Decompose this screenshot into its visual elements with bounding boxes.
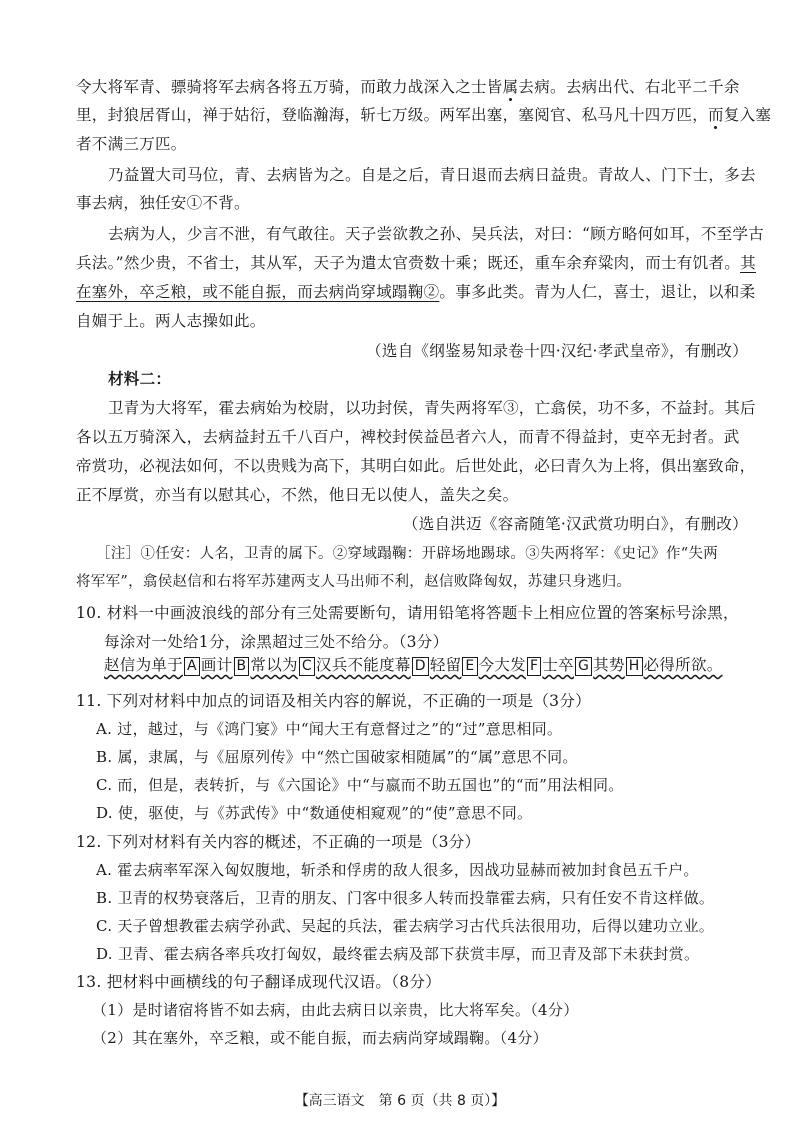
material1-line: 事去病，独任安①不背。 bbox=[76, 194, 250, 212]
material1-line bbox=[76, 104, 771, 126]
page-footer: 【高三语文 第 6 页（共 8 页）】 bbox=[294, 1093, 506, 1109]
material1-line: 自媚于上。两人志操如此。 bbox=[76, 312, 266, 330]
question-13-sentence-1: （1）是时诸宿将皆不如去病，由此去病日以亲贵，比大将军矣。（4分） bbox=[92, 1001, 579, 1019]
material2-source: （选自洪迈《容斋随笔·汉武赏功明白》，有删改） bbox=[402, 515, 748, 533]
material2-line: 卫青为大将军，霍去病始为校尉，以功封侯，青失两将军③，亡翕侯，功不多，不益封。其后 bbox=[108, 399, 756, 417]
question-13-stem: 13. 把材料中画横线的句子翻译成现代汉语。（8分） bbox=[76, 973, 441, 991]
segment: 今大发 bbox=[478, 656, 526, 674]
material2-heading: 材料二： bbox=[108, 369, 172, 388]
text: 里，封狼居胥山，禅于姑衍，登临瀚海，斩七万级。两军出塞，塞阅官、私马凡十四万匹， bbox=[76, 106, 709, 124]
material2-line: 帝赏功，必视法如何，不以贵贱为高下，其明白如此。后世处此，必曰青久为上将，俱出塞致命， bbox=[76, 457, 756, 475]
dotted-word: 而 bbox=[708, 106, 724, 124]
answer-box-c[interactable]: C bbox=[299, 657, 315, 676]
answer-box-b[interactable]: B bbox=[234, 657, 250, 676]
notes-line: ［注］①任安：人名，卫青的属下。②穿域蹋鞠：开辟场地踢球。③失两将军：《史记》作“失两 bbox=[96, 546, 719, 562]
segment: 其势 bbox=[593, 656, 625, 674]
segment: 必得所欲。 bbox=[643, 656, 723, 674]
question-12-option-c[interactable]: C. 天子曾想教霍去病学孙武、吴起的兵法，霍去病学习古代兵法很用功，后得以建功立业。 bbox=[96, 917, 715, 935]
text: 复入塞 bbox=[723, 106, 772, 124]
question-13-sentence-2: （2）其在塞外，卒乏粮，或不能自振，而去病尚穿域蹋鞠。（4分） bbox=[92, 1029, 548, 1047]
answer-box-g[interactable]: G bbox=[575, 657, 592, 676]
segment: 常以为 bbox=[250, 656, 298, 674]
answer-box-f[interactable]: F bbox=[527, 657, 541, 676]
segment: 画计 bbox=[200, 656, 233, 674]
material1-line bbox=[76, 76, 740, 98]
material1-line bbox=[76, 281, 755, 303]
material2-line: 各以五万骑深入，去病益封五千八百户，裨校封侯益邑者六人，而青不得益封，吏卒无封者。武 bbox=[76, 428, 740, 446]
segment: 轻留 bbox=[429, 656, 462, 674]
question-11-option-b[interactable]: B. 属，隶属，与《屈原列传》中“然亡国破家相随属”的“属”意思不同。 bbox=[96, 748, 578, 766]
underlined-text: 其 bbox=[740, 254, 756, 272]
text: 令大将军青、骠骑将军去病各将五万骑，而敢力战深入之士皆 bbox=[76, 78, 503, 96]
text: 兵法。”然少贵，不省士，其从军，天子为遣太官赍数十乘；既还，重车余弃粱肉，而士有饥者。 bbox=[76, 254, 741, 272]
material1-line bbox=[76, 252, 756, 274]
material1-line: 乃益置大司马位，青、去病皆为之。自是之后，青日退而去病日益贵。青故人、门下士，多去 bbox=[108, 166, 756, 184]
material1-line: 者不满三万匹。 bbox=[76, 135, 187, 153]
material1-line: 去病为人，少言不泄，有气敢往。天子尝欲教之孙、吴兵法，对曰：“顾方略何如耳，不至学古 bbox=[108, 225, 765, 243]
segment: 士卒 bbox=[542, 656, 574, 674]
underlined-text: 在塞外，卒乏粮，或不能自振，而去病尚穿域蹋鞠② bbox=[76, 283, 440, 301]
question-12-option-b[interactable]: B. 卫青的权势衰落后，卫青的朋友、门客中很多人转而投靠霍去病，只有任安不肯这样做。 bbox=[96, 889, 715, 907]
question-10-stem: 每涂对一处给1分，涂黑超过三处不给分。（3分） bbox=[104, 633, 449, 651]
question-10-sentence bbox=[104, 654, 723, 676]
material1-source: （选自《纲鉴易知录卷十四·汉纪·孝武皇帝》，有删改） bbox=[366, 342, 748, 360]
question-10-stem: 10. 材料一中画波浪线的部分有三处需要断句，请用铅笔将答题卡上相应位置的答案标号涂黑， bbox=[76, 604, 739, 622]
question-11-stem: 11. 下列对材料中加点的词语及相关内容的解说，不正确的一项是（3分） bbox=[76, 692, 591, 710]
question-11-option-c[interactable]: C. 而，但是，表转折，与《六国论》中“与嬴而不助五国也”的“而”用法相同。 bbox=[96, 776, 624, 794]
question-11-option-d[interactable]: D. 使，驱使，与《苏武传》中“数通使相窥观”的“使”意思不同。 bbox=[96, 804, 533, 822]
segment: 赵信为单于 bbox=[104, 656, 184, 674]
segment: 汉兵不能度幕 bbox=[315, 656, 411, 674]
material2-line: 正不厚赏，亦当有以慰其心，不然，他日无以使人，盖失之矣。 bbox=[76, 486, 519, 504]
answer-box-a[interactable]: A bbox=[184, 657, 200, 676]
notes-line: 将军军”，翕侯赵信和右将军苏建两支人马出师不利，赵信败降匈奴，苏建只身逃归。 bbox=[76, 574, 632, 590]
answer-box-d[interactable]: D bbox=[412, 657, 429, 676]
question-12-option-d[interactable]: D. 卫青、霍去病各率兵攻打匈奴，最终霍去病及部下获赏丰厚，而卫青及部下未获封赏。 bbox=[96, 945, 700, 963]
answer-box-e[interactable]: E bbox=[462, 657, 477, 676]
question-11-option-a[interactable]: A. 过，越过，与《鸿门宴》中“闻大王有意督过之”的“过”意思相同。 bbox=[96, 720, 563, 738]
answer-box-h[interactable]: H bbox=[626, 657, 643, 676]
question-12-option-a[interactable]: A. 霍去病率军深入匈奴腹地，斩杀和俘虏的敌人很多，因战功显赫而被加封食邑五千户。 bbox=[96, 861, 699, 879]
text: 去病。去病出代、右北平二千余 bbox=[518, 78, 740, 96]
text: 。事多此类。青为人仁，喜士，退让，以和柔 bbox=[439, 283, 756, 301]
dotted-word: 属 bbox=[502, 78, 519, 96]
question-12-stem: 12. 下列对材料有关内容的概述，不正确的一项是（3分） bbox=[76, 833, 481, 851]
